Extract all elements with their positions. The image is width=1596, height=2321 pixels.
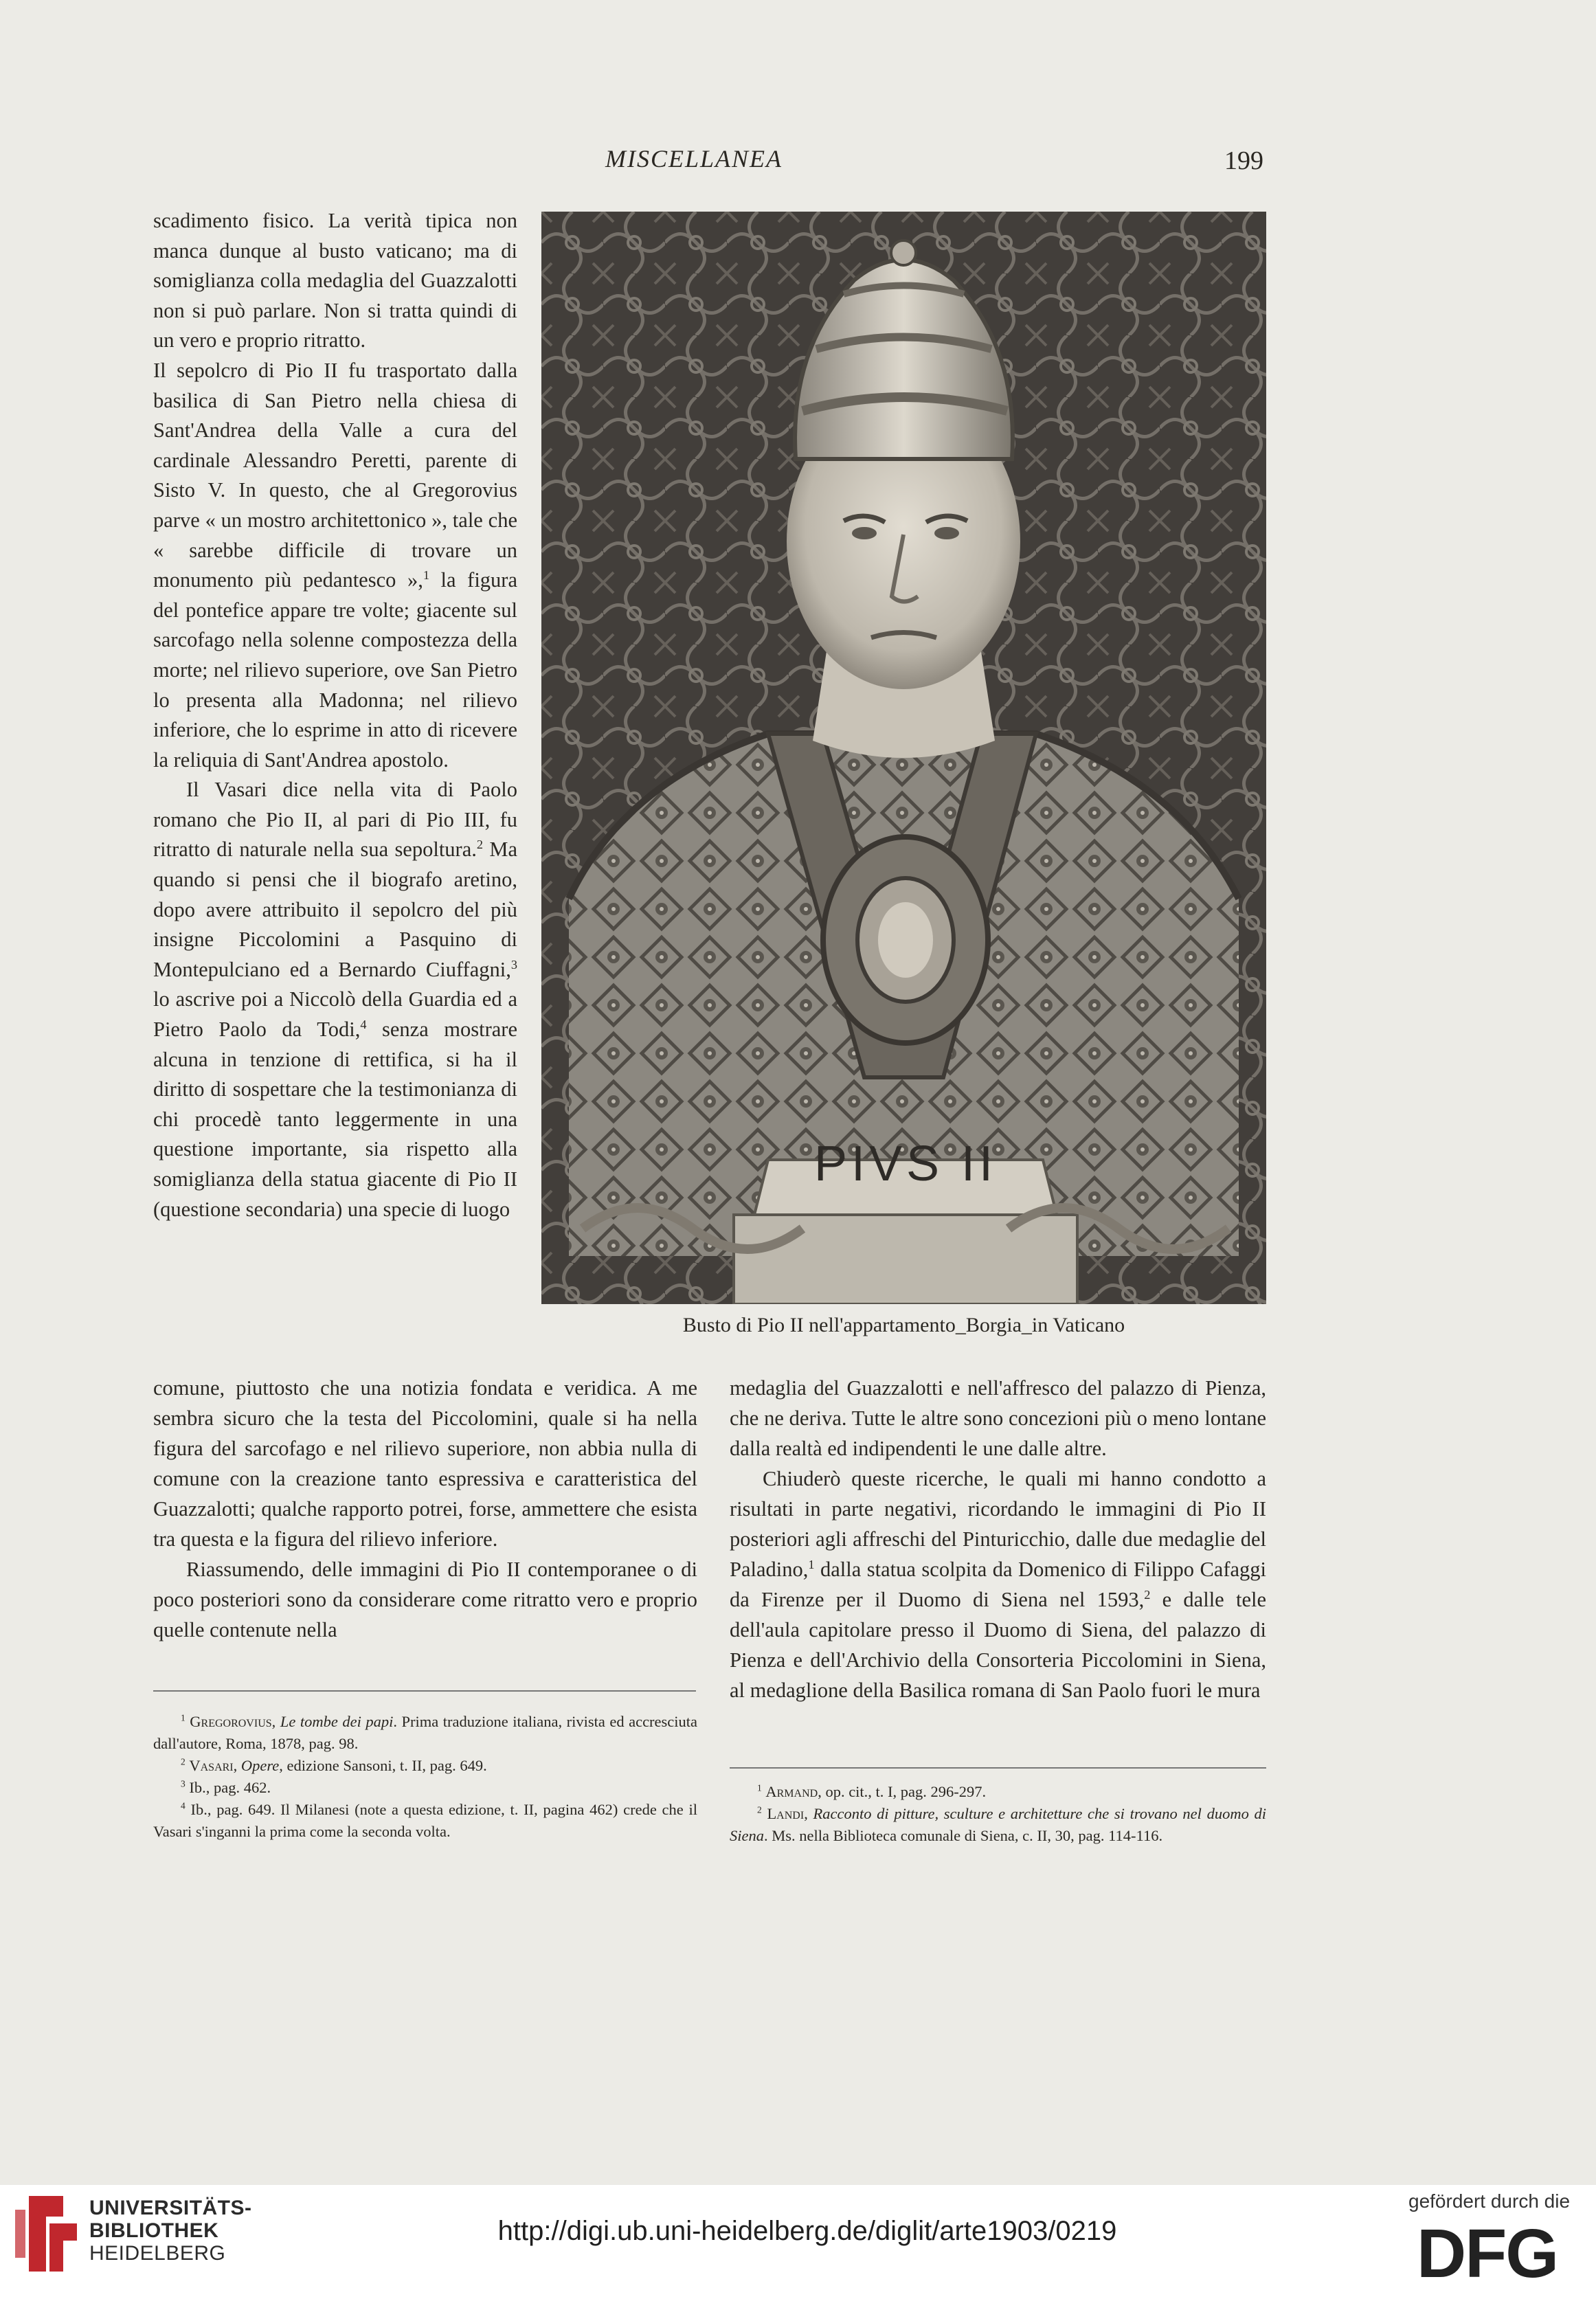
- footnote: $^3$ Ib., pag. 462.: [181, 1778, 271, 1796]
- bust-illustration: [541, 212, 1266, 1304]
- footnote: $^2$ Landi, Racconto di pitture, sculture e architetture che si trovano nel duomo di Siena. Ms. nella Biblioteca comunale di Siena, c. II, 30, pag. 114-116.: [730, 1804, 1267, 1844]
- library-name: UNIVERSITÄTS- BIBLIOTHEK HEIDELBERG: [89, 2197, 252, 2265]
- paragraph: Il Vasari dice nella vita di Paolo romano che Pio II, al pari di Pio III, fu ritratto di naturale nella sua sepoltura.$^2$ Ma quando si pensi che il biografo aretino, dopo avere attribuito il sepolcro del più insigne Piccolomini a Pasquino di Montepulciano ed a Bernardo Ciuffagni,$^3$ lo ascrive poi a Niccolò della Guardia ed a Pietro Paolo da Todi,$^4$ senza mostrare alcuna in tenzione di rettifica, si ha il diritto di sospettare che la testimonianza di chi procedè tanto leggermente in una questione importante, sia rispetto alla somiglianza della statua giacente di Pio II (questione secondaria) una specie di luogo: [153, 778, 518, 1221]
- footnote: $^4$ Ib., pag. 649. Il Milanesi (note a questa edizione, t. II, pagina 462) crede che il Vasari s'inganni la prima come la seconda volta.: [153, 1800, 697, 1840]
- paragraph: medaglia del Guazzalotti e nell'affresco del palazzo di Pienza, che ne deriva. Tutte le altre sono concezioni più o meno lontane dalla realtà ed indipendenti le une dalle altre.: [730, 1376, 1266, 1460]
- footnote-rule-left: [153, 1690, 696, 1692]
- paragraph: Il sepolcro di Pio II fu trasportato dalla basilica di San Pietro nella chiesa di Sant'Andrea della Valle a cura del cardinale Alessandro Peretti, parente di Sisto V. In questo, che al Gregorovius parve « un mostro architettonico », tale che « sarebbe difficile di trovare un monumento più pedantesco »,$^1$ la figura del pontefice appare tre volte; giacente sul sarcofago nella solenne compostezza della morte; nel rilievo superiore, ove San Pietro lo presenta alla Madonna; nel rilievo inferiore, che lo esprime in atto di ricevere la reliquia di Sant'Andrea apostolo.: [153, 358, 517, 772]
- figure-caption: Busto di Pio II nell'appartamento_Borgia_in Vaticano: [682, 1314, 1125, 1336]
- footnotes-right: [730, 1781, 1266, 1847]
- footnote: $^1$ Armand, op. cit., t. I, pag. 296-297.: [757, 1782, 987, 1800]
- footnote-ref: 1: [808, 1557, 815, 1571]
- paragraph: scadimento fisico. La verità tipica non manca dunque al busto vaticano; ma di somiglianza colla medaglia del Guazzalotti non si può parlare. Non si tratta quindi di un vero e proprio ritratto.: [153, 209, 517, 352]
- page-number: 199: [1224, 146, 1263, 175]
- bust-inscription: PIVS II: [813, 1136, 998, 1191]
- footnote-ref: 3: [510, 957, 517, 972]
- library-logo-icon: [15, 2189, 84, 2278]
- paragraph: comune, piuttosto che una notizia fondata e veridica. A me sembra sicuro che la testa del Piccolomini, quale si ha nella figura del sarcofago e nel rilievo superiore, non abbia nulla di comune con la creazione tanto espressiva e caratteristica del Guazzalotti; qualche rapporto potrei, forse, ammettere che esista tra questa e la figura del rilievo inferiore.: [153, 1376, 697, 1551]
- paragraph: Riassumendo, delle immagini di Pio II contemporanee o di poco posteriori sono da considerare come ritratto vero e proprio quelle contenute nella: [153, 1558, 697, 1641]
- footnote: $^1$ Gregorovius, Le tombe dei papi. Prima traduzione italiana, rivista ed accresciuta dall'autore, Roma, 1878, pag. 98.: [153, 1712, 698, 1752]
- footnote-ref: 4: [360, 1017, 367, 1031]
- footnote-ref: 2: [1144, 1587, 1151, 1602]
- dfg-logo: DFG: [1417, 2215, 1558, 2292]
- right-column-bottom-text: [730, 1373, 1266, 1705]
- funding-label: gefördert durch die: [1408, 2190, 1571, 2212]
- footnote: $^2$ Vasari, Opere, edizione Sansoni, t. II, pag. 649.: [181, 1756, 487, 1774]
- footnotes-left: [153, 1711, 697, 1843]
- bust-photograph: [541, 212, 1266, 1304]
- paragraph: Chiuderò queste ricerche, le quali mi hanno condotto a risultati in parte negativi, ricordando le immagini di Pio II posteriori agli affreschi del Pinturicchio, dalle due medaglie del Paladino,$^1$ dalla statua scolpita da Domenico di Filippo Cafaggi da Firenze per il Duomo di Siena nel 1593,$^2$ e dalle tele dell'aula capitolare presso il Duomo di Siena, del palazzo di Pienza e dell'Archivio della Consorteria Piccolomini in Siena, al medaglione della Basilica romana di San Paolo fuori le mura: [730, 1467, 1266, 1702]
- permalink[interactable]: http://digi.ub.uni-heidelberg.de/diglit/arte1903/0219: [497, 2216, 1117, 2246]
- running-head: MISCELLANEA: [605, 145, 783, 172]
- left-column-bottom-text: [153, 1373, 697, 1645]
- footnote-ref: 1: [423, 568, 429, 582]
- left-column-text: [153, 206, 517, 1224]
- footnote-rule-right: [730, 1767, 1266, 1769]
- footnote-ref: 2: [476, 838, 484, 852]
